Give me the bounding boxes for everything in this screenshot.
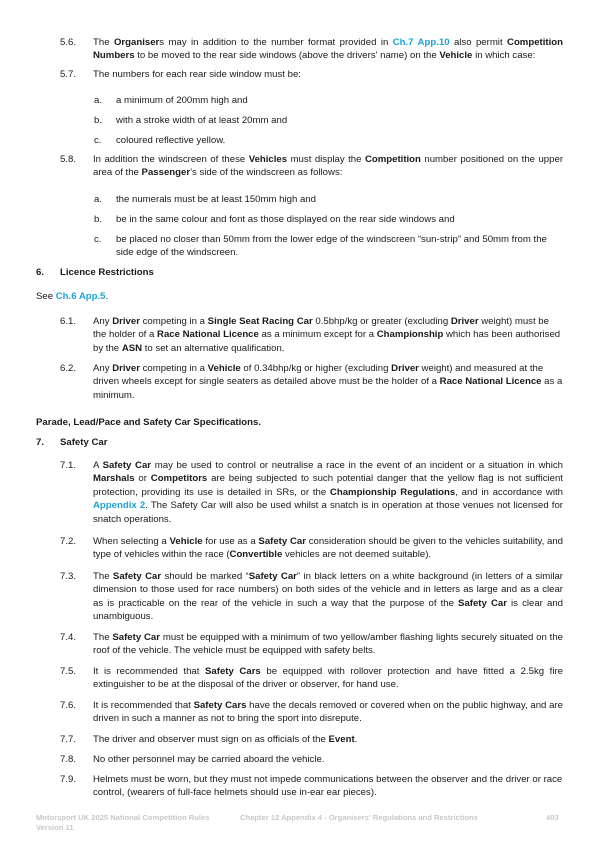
- clause-text: When selecting a Vehicle for use as a Safety Car consideration should be given to the vehicles suitability, and type of vehicles within the race (Convertible vehicles are not deemed suitable).: [93, 536, 563, 561]
- document-page: 5.6. The Organisers may in addition to the number format provided in Ch.7 App.10 also permit Competition Numbers to be moved to the rear side windows (above the drivers' name) on the Vehicle in which case: 5.7. The numbers for each rear side window must be: a. a minimum of 200mm high and b. with a stroke width of at least 20mm and c. coloured reflective yellow. 5.8. In addition the windscreen of these Vehicles must display the Competition number positioned on the upper area of the Passenger’s side of the windscreen as follows: a. the numerals must be at least 150mm high and b. be in the same colour and font as those displayed on the rear side windows and c. be placed no closer than 50mm from the lower edge of the windscreen “sun-strip” and 50mm from the side edge of the windscreen. 6. Licence Restrictions See Ch.6 App.5. 6.1. Any Driver competing in a Single Seat Racing Car 0.5bhp/kg or greater (excluding Driver weight) must be the holder of a Race National Licence as a minimum except for a Championship which has been authorised by the ASN to set an alternative qualification. 6.2. Any Driver competing in a Vehicle of 0.34bhp/kg or higher (excluding Driver weight) and measured at the driven wheels except for single seaters as detailed above must be the holder of a Race National Licence as a minimum. Parade, Lead/Pace and Safety Car Specifications. 7. Safety Car 7.1. A Safety Car may be used to control or neutralise a race in the event of an incident or a situation in which Marshals or Competitors are being subjected to such potential danger that the yellow flag is not sufficient protection, providing its use is detailed in SRs, or the Championship Regulations, and in accordance with Appendix 2. The Safety Car will also be used whilst a snatch is in operation at those venues not licensed for snatch operations. 7.2. When selecting a Vehicle for use as a Safety Car consideration should be given to the vehicles suitability, and type of vehicles within the race (Convertible vehicles are not deemed suitable). 7.3. The Safety Car should be marked “Safety Car” in black letters on a white background (in letters of a similar dimension to those used for race numbers) on both sides of the vehicle and in letters as large and as a clear as is practicable on the rear of the vehicle in such a way that the purpose of the Safety Car is clear and unambiguous. 7.4. The Safety Car must be equipped with a minimum of two yellow/amber flashing lights securely situated on the roof of the vehicle. The vehicle must be equipped with safety belts. 7.5. It is recommended that Safety Cars be equipped with rollover protection and have fitted a 2.5kg fire extinguisher to be at the disposal of the driver or observer, for hand use. 7.6. It is recommended that Safety Cars have the decals removed or covered when on the public highway, and are driven in such a manner as not to bring the sport into disrepute. 7.7. The driver and observer must sign on as officials of the Event. 7.8. No other personnel may be carried aboard the vehicle. 7.9. Helmets must be worn, but they must not impede communications between the observer and the driver or race control, (wearers of full-face helmets should use in-ear ear pieces). Motorsport UK 2025 National Competition Rules Version 11 Chapter 12 Appendix 4 - Organisers' Regulations and Restrictions 403: [36, 37, 564, 832]
- clause-number: 7.8.: [60, 754, 77, 765]
- clause-number: 7.3.: [60, 571, 77, 582]
- clause-number: 6.2.: [60, 363, 77, 374]
- clause-text: Any Driver competing in a Single Seat Racing Car 0.5bhp/kg or greater (excluding Driver weight) must be the holder of a Race National Licence as a minimum except for a Championship which has been authorised by the ASN to set an alternative qualification.: [93, 316, 561, 354]
- clause-text: It is recommended that Safety Cars have the decals removed or covered when on the public highway, and are driven in such a manner as not to bring the sport into disrepute.: [93, 700, 563, 725]
- clause-text: The numbers for each rear side window must be:: [93, 69, 301, 80]
- clause-text: Any Driver competing in a Vehicle of 0.34bhp/kg or higher (excluding Driver weight) and measured at the driven wheels except for single seaters as detailed above must be the holder of a Race National Licence as a minimum.: [93, 363, 563, 401]
- clause-number: 5.6.: [60, 37, 77, 48]
- page-number: 403: [546, 813, 559, 822]
- clause-text: The Safety Car should be marked “Safety Car” in black letters on a white background (in letters of a similar dimension to those used for race numbers) on both sides of the vehicle and in letters as large and as a clear as is practicable on the rear of the vehicle in such a way that the purpose of the Safety Car is clear and unambiguous.: [93, 571, 563, 623]
- clause-number: 6.1.: [60, 316, 77, 327]
- clause-number: 7.7.: [60, 734, 77, 745]
- clause-number: 5.7.: [60, 69, 77, 80]
- clause-text: Helmets must be worn, but they must not impede communications between the observer and the driver or race control, (wearers of full-face helmets should use in-ear ear pieces).: [93, 774, 563, 799]
- footer-version: Version 11: [36, 823, 74, 832]
- section-number: 7.: [36, 437, 45, 448]
- footer-publication: Motorsport UK 2025 National Competition Rules: [36, 813, 210, 822]
- ch6-app5-link[interactable]: Ch.6 App.5: [55, 291, 106, 302]
- section-title: Licence Restrictions: [60, 267, 154, 278]
- clause-text: It is recommended that Safety Cars be equipped with rollover protection and have fitted a 2.5kg fire extinguisher to be at the disposal of the driver or observer, for hand use.: [93, 666, 564, 691]
- clause-number: 7.2.: [60, 536, 77, 547]
- ch7-app10-link[interactable]: Ch.7 App.10: [392, 37, 450, 48]
- clause-text: In addition the windscreen of these Vehicles must display the Competition number positioned on the upper area of the Passenger’s side of the windscreen as follows:: [93, 154, 564, 179]
- clause-number: 7.4.: [60, 632, 77, 643]
- section-number: 6.: [36, 267, 45, 278]
- clause-text: The Safety Car must be equipped with a minimum of two yellow/amber flashing lights securely situated on the roof of the vehicle. The vehicle must be equipped with safety belts.: [93, 632, 563, 657]
- clause-number: 7.1.: [60, 460, 77, 471]
- clause-number: 5.8.: [60, 154, 77, 165]
- clause-number: 7.9.: [60, 774, 77, 785]
- clause-text: The Organisers may in addition to the number format provided in Ch.7 App.10 also permit Competition Numbers to be moved to the rear side windows (above the drivers' name) on the Vehicle in which case:: [93, 37, 563, 62]
- appendix-2-link[interactable]: Appendix 2: [93, 500, 146, 512]
- section-title: Safety Car: [60, 437, 108, 448]
- footer-chapter: Chapter 12 Appendix 4 - Organisers' Regulations and Restrictions: [240, 813, 478, 822]
- clause-number: 7.6.: [60, 700, 77, 711]
- clause-text: A Safety Car may be used to control or neutralise a race in the event of an incident or a situation in which Marshals or Competitors are being subjected to such potential danger that the yellow flag is not sufficient protection, providing its use is detailed in SRs, or the Championship Regulations, and in accordance with Appendix 2. The Safety Car will also be used whilst a snatch is in operation at those venues not licensed for snatch operations.: [93, 460, 563, 525]
- clause-text: The driver and observer must sign on as officials of the Event.: [93, 734, 358, 745]
- clause-number: 7.5.: [60, 666, 77, 677]
- clause-text: No other personnel may be carried aboard the vehicle.: [93, 754, 325, 765]
